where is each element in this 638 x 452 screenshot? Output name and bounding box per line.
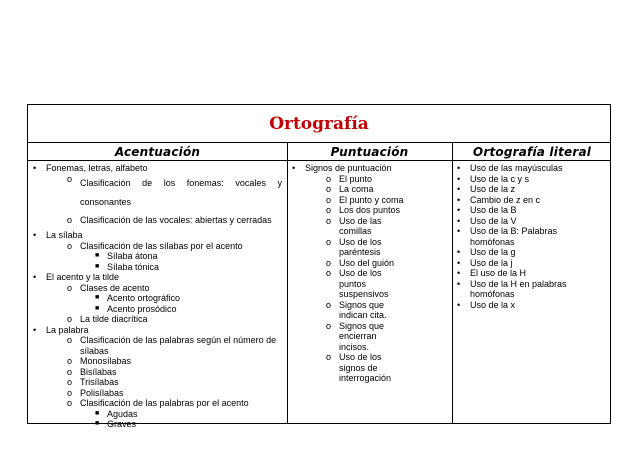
circle-bullet-icon: o — [67, 377, 73, 387]
list-item — [32, 325, 282, 430]
circle-bullet-icon: o — [326, 194, 332, 205]
header-puntuacion: Puntuación — [330, 145, 409, 159]
bullet-icon: • — [457, 205, 461, 215]
title-row — [28, 105, 610, 143]
sub-list-item-label: Clasificación de los fonemas: vocales y consonantes — [80, 177, 282, 207]
sub-list-item — [325, 184, 449, 195]
sub-list-item-label: Clasificación de las vocales: abiertas y cerradas — [80, 214, 272, 225]
list-item-label: Cambio de z en c — [470, 194, 541, 205]
circle-bullet-icon: o — [326, 320, 332, 331]
bullet-icon: • — [457, 247, 461, 257]
sub-sub-list-item-label: Sílaba átona — [107, 251, 158, 261]
circle-bullet-icon: o — [67, 240, 73, 251]
circle-bullet-icon: o — [326, 352, 332, 362]
list-item-label: Fonemas, letras, alfabeto — [46, 163, 148, 173]
sub-list-item — [66, 398, 282, 430]
circle-bullet-icon: o — [67, 214, 73, 225]
sub-sub-list-item-label: Agudas — [107, 408, 138, 419]
square-bullet-icon: ■ — [95, 252, 100, 259]
list-item-label: La palabra — [46, 324, 89, 335]
sub-list-item — [325, 237, 449, 258]
list-item — [456, 226, 608, 247]
sub-sub-list-item-label: Acento prosódico — [107, 303, 177, 314]
list-item-label: El uso de la H — [470, 268, 527, 278]
sub-sub-list-item — [94, 251, 282, 262]
sub-list-item-label: Clasificación de las sílabas por el acento — [80, 240, 243, 251]
sub-list-item-label: Signos que indican cita. — [339, 299, 387, 320]
sub-list-item — [66, 215, 282, 226]
sub-list-item — [66, 356, 282, 367]
list-item — [456, 300, 608, 311]
sub-list-item-label: Uso de los paréntesis — [339, 236, 382, 257]
circle-bullet-icon: o — [67, 398, 73, 408]
sub-list-item — [66, 314, 282, 325]
list-item-label: Uso de la V — [470, 215, 517, 226]
puntuacion-list — [291, 163, 449, 384]
bullet-icon: • — [457, 226, 461, 236]
list-item — [456, 174, 608, 185]
sub-list-item — [325, 321, 449, 353]
circle-bullet-icon: o — [326, 173, 332, 184]
sub-list-item — [66, 283, 282, 315]
sub-sub-list-item — [94, 262, 282, 273]
circle-bullet-icon: o — [326, 205, 332, 215]
sub-list-item-label: Uso de los puntos suspensivos — [339, 268, 389, 299]
list-item-label: El acento y la tilde — [46, 272, 120, 282]
circle-bullet-icon: o — [67, 173, 73, 184]
sub-list-item — [325, 174, 449, 185]
bullet-icon: • — [33, 163, 37, 173]
sub-list-item-label: Los dos puntos — [339, 205, 401, 215]
circle-bullet-icon: o — [326, 268, 332, 278]
sub-sub-list-item-label: Acento ortográfico — [107, 293, 181, 303]
sub-list-item — [325, 300, 449, 321]
list-item-label: Uso de la g — [470, 247, 516, 257]
sub-list-item-label: Clasificación de las palabras según el número de sílabas — [80, 335, 277, 356]
table-title: Ortografía — [269, 114, 369, 134]
circle-bullet-icon: o — [326, 236, 332, 247]
column-divider — [452, 143, 453, 423]
sub-list-item-label: Bisílabas — [80, 366, 117, 377]
sub-sub-list-item-label: Sílaba tónica — [107, 261, 160, 272]
bullet-icon: • — [33, 230, 37, 240]
list-item — [456, 184, 608, 195]
list-item — [456, 258, 608, 269]
sub-list-item-label: Polisílabas — [80, 387, 124, 398]
sub-list-item — [66, 367, 282, 378]
sub-list-item — [325, 258, 449, 269]
square-bullet-icon: ■ — [95, 294, 100, 301]
list-item-label: Uso de la j — [470, 257, 513, 268]
list-item-label: La sílaba — [46, 230, 83, 240]
sub-list-item — [325, 352, 449, 384]
ortografia-table — [27, 104, 611, 429]
bullet-icon: • — [457, 299, 461, 310]
list-item — [456, 163, 608, 174]
square-bullet-icon: ■ — [95, 262, 100, 270]
square-bullet-icon: ■ — [95, 420, 100, 427]
acentuacion-list — [32, 163, 282, 430]
sub-sub-list-item — [94, 419, 282, 430]
sub-list-item — [66, 377, 282, 388]
list-item-label: Uso de la B: Palabras homófonas — [470, 226, 558, 247]
sub-list-item-label: La coma — [339, 184, 374, 194]
circle-bullet-icon: o — [67, 387, 73, 398]
bullet-icon: • — [457, 268, 461, 278]
sub-list-item-label: Monosílabas — [80, 356, 132, 366]
list-item — [456, 268, 608, 279]
circle-bullet-icon: o — [67, 314, 73, 324]
list-item — [456, 216, 608, 227]
header-row — [28, 143, 610, 161]
bullet-icon: • — [457, 184, 461, 194]
list-item — [291, 163, 449, 384]
list-item-label: Uso de las mayúsculas — [470, 163, 563, 173]
circle-bullet-icon: o — [326, 299, 332, 310]
sub-list-item-label: Trisílabas — [80, 377, 119, 387]
bullet-icon: • — [33, 272, 37, 282]
bullet-icon: • — [457, 215, 461, 226]
bullet-icon: • — [292, 163, 296, 173]
circle-bullet-icon: o — [67, 335, 73, 345]
list-item — [32, 272, 282, 325]
sub-list-item-label: Signos que encierran incisos. — [339, 320, 385, 352]
sub-sub-list — [80, 293, 282, 314]
list-item-label: Uso de la B — [470, 205, 517, 215]
sub-list — [46, 335, 282, 430]
sub-list-item-label: La tilde diacrítica — [80, 314, 148, 324]
sub-list-item-label: El punto y coma — [339, 194, 404, 205]
sub-sub-list — [80, 409, 282, 430]
list-item — [32, 163, 282, 225]
sub-sub-list — [80, 251, 282, 272]
list-item — [32, 230, 282, 272]
sub-list-item-label: El punto — [339, 173, 373, 184]
list-item-label: Signos de puntuación — [305, 163, 392, 173]
bullet-icon: • — [33, 324, 37, 335]
sub-list — [46, 283, 282, 325]
sub-list-item-label: Uso de los signos de interrogación — [339, 352, 392, 383]
sub-list-item — [325, 205, 449, 216]
circle-bullet-icon: o — [326, 215, 332, 226]
bullet-icon: • — [457, 257, 461, 268]
list-item-label: Uso de la H en palabras homófonas — [470, 278, 567, 299]
square-bullet-icon: ■ — [95, 409, 100, 417]
list-item — [456, 247, 608, 258]
puntuacion-column — [291, 163, 449, 384]
sub-list-item-label: Uso de las comillas — [339, 215, 382, 236]
list-item — [456, 205, 608, 216]
sub-sub-list-item — [94, 304, 282, 315]
bullet-icon: • — [457, 163, 461, 173]
column-divider — [287, 143, 288, 423]
bullet-icon: • — [457, 173, 461, 184]
sub-list-item-label: Clasificación de las palabras por el acento — [80, 398, 249, 408]
ortografia-literal-list — [456, 163, 608, 310]
sub-list-item-label: Clases de acento — [80, 282, 150, 293]
circle-bullet-icon: o — [67, 282, 73, 293]
circle-bullet-icon: o — [67, 356, 73, 366]
list-item — [456, 195, 608, 206]
sub-list-item — [66, 388, 282, 399]
sub-list-item — [66, 241, 282, 273]
sub-list-item — [66, 174, 282, 212]
bullet-icon: • — [457, 278, 461, 289]
square-bullet-icon: ■ — [95, 304, 100, 312]
list-item-label: Uso de la c y s — [470, 173, 530, 184]
circle-bullet-icon: o — [67, 366, 73, 377]
sub-list-item — [66, 335, 282, 356]
ortografia-literal-column — [456, 163, 608, 310]
header-acentuacion: Acentuación — [114, 145, 201, 159]
list-item-label: Uso de la z — [470, 184, 516, 194]
circle-bullet-icon: o — [326, 257, 332, 268]
sub-list — [46, 241, 282, 273]
list-item — [456, 279, 608, 300]
sub-list-item — [325, 268, 449, 300]
bullet-icon: • — [457, 194, 461, 205]
header-ortografia-literal: Ortografía literal — [472, 145, 592, 159]
circle-bullet-icon: o — [326, 184, 332, 194]
sub-sub-list-item-label: Graves — [107, 419, 137, 429]
sub-sub-list-item — [94, 293, 282, 304]
sub-list-item — [325, 195, 449, 206]
list-item-label: Uso de la x — [470, 299, 516, 310]
sub-list — [46, 174, 282, 226]
sub-list — [305, 174, 449, 384]
sub-list-item — [325, 216, 449, 237]
sub-list-item-label: Uso del guión — [339, 257, 395, 268]
acentuacion-column — [32, 163, 282, 430]
sub-sub-list-item — [94, 409, 282, 420]
